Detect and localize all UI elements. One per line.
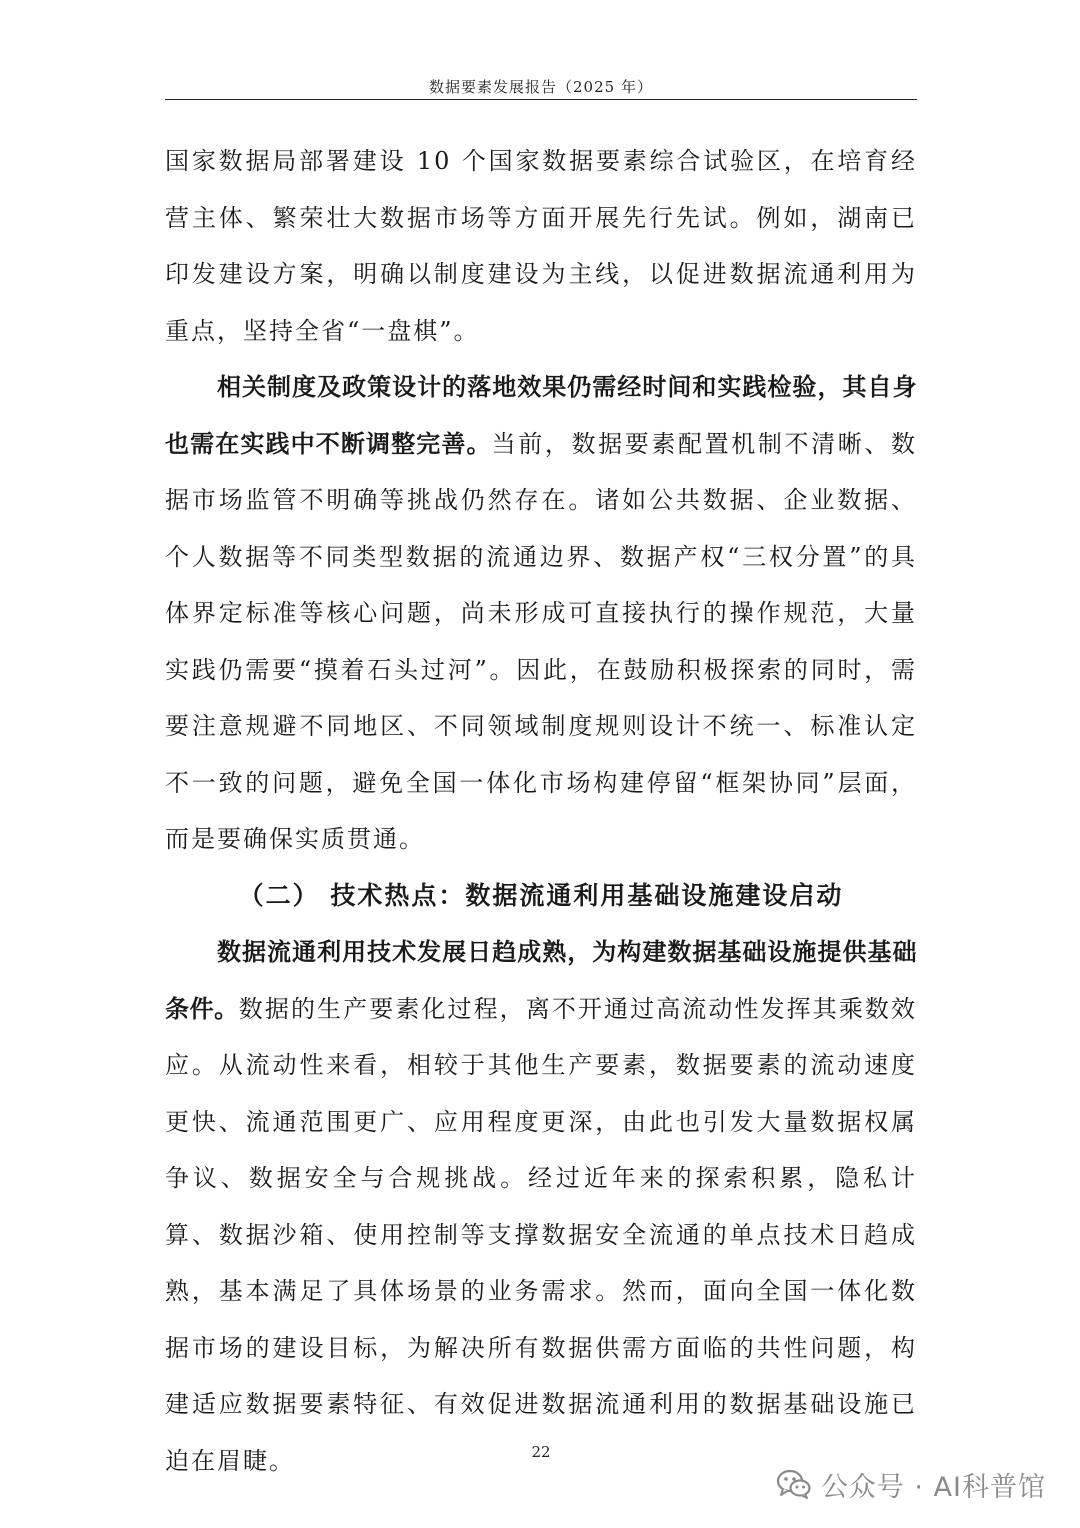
- paragraph-1: 国家数据局部署建设 10 个国家数据要素综合试验区，在培育经营主体、繁荣壮大数据市场等方面开展先行先试。例如，湖南已印发建设方案，明确以制度建设为主线，以促进数据流通利用为重点，坚持全省“一盘棋”。: [165, 147, 917, 345]
- header-divider: [165, 99, 917, 100]
- paragraph-3-body: 数据的生产要素化过程，离不开通过高流动性发挥其乘数效应。从流动性来看，相较于其他生产要素，数据要素的流动速度更快、流通范围更广、应用程度更深，由此也引发大量数据权属争议、数据安全与合规挑战。经过近年来的探索积累，隐私计算、数据沙箱、使用控制等支撑数据安全流通的单点技术日趋成熟，基本满足了具体场景的业务需求。然而，面向全国一体化数据市场的建设目标，为解决所有数据供需方面临的共性问题，构建适应数据要素特征、有效促进数据流通利用的数据基础设施已迫在眉睫。: [165, 994, 918, 1475]
- page-number: 22: [531, 1443, 551, 1461]
- watermark: [777, 1460, 1046, 1508]
- section-heading: （二） 技术热点：数据流通利用基础设施建设启动: [238, 880, 844, 910]
- page-header-title: 数据要素发展报告（2025 年）: [429, 78, 653, 96]
- paragraph-3: [165, 924, 917, 1489]
- paragraph-2-lead: 相关制度及政策设计的落地效果仍需经时间和实践检验，其自身也需在实践中不断调整完善。: [165, 373, 917, 458]
- document-body: [165, 133, 917, 1489]
- paragraph-3-lead: 数据流通利用技术发展日趋成熟，为构建数据基础设施提供基础条件。: [165, 938, 917, 1023]
- wechat-icon: [777, 1469, 811, 1499]
- paragraph-2-body: 当前，数据要素配置机制不清晰、数据市场监管不明确等挑战仍然存在。诸如公共数据、企业数据、个人数据等不同类型数据的流通边界、数据产权“三权分置”的具体界定标准等核心问题，尚未形成可直接执行的操作规范，大量实践仍需要“摸着石头过河”。因此，在鼓励积极探索的同时，需要注意规避不同地区、不同领域制度规则设计不统一、标准认定不一致的问题，避免全国一体化市场构建停留“框架协同”层面，而是要确保实质贯通。: [165, 429, 917, 853]
- watermark-text: 公众号 · AI科普馆: [820, 1471, 1046, 1503]
- paragraph-2: [165, 359, 917, 868]
